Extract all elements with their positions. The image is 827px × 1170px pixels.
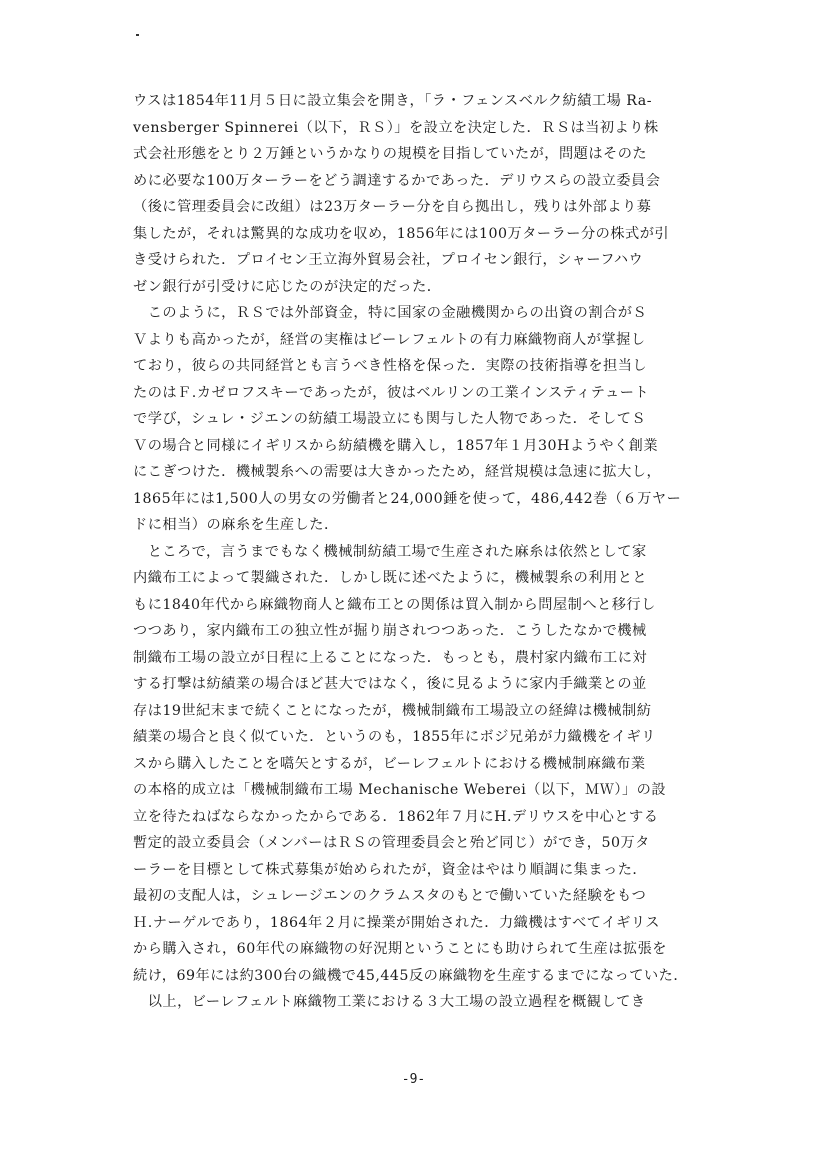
text-line: ウスは1854年11月５日に設立集会を開き，「ラ・フェンスベルク紡績工場 Ra- <box>133 93 653 109</box>
text-line: にこぎつけた．機械製糸への需要は大きかったため，経営規模は急速に拡大し， <box>133 464 662 480</box>
text-line: ており，彼らの共同経営とも言うべき性格を保った．実際の技術指導を担当し <box>133 358 648 374</box>
text-line: Ｖよりも高かったが，経営の実権はビーレフェルトの有力麻織物商人が掌握し <box>133 331 646 348</box>
text-line: 制織布工場の設立が日程に上ることになった．もっとも，農村家内織布工に対 <box>133 649 648 666</box>
text-line: 内織布工によって製織された．しかし既に述べたように，機械製糸の利用とと <box>133 570 648 586</box>
text-line: 1865年には1,500人の男女の労働者と24,000錘を使って，486,442巻（６万ヤー <box>133 490 682 507</box>
text-line: めに必要な100万ターラーをどう調達するかであった．デリウスらの設立委員会 <box>133 172 661 189</box>
text-line: ゼン銀行が引受けに応じたのが決定的だった． <box>133 278 442 295</box>
page-number: -9- <box>401 1072 426 1087</box>
body-text <box>133 88 718 1016</box>
text-line: たのはＦ.カゼロフスキーであったが，彼はベルリンの工業インスティテュート <box>133 384 650 401</box>
text-line: ドに相当）の麻糸を生産した． <box>133 517 339 533</box>
text-line: する打撃は紡績業の場合ほど甚大ではなく，後に見るように家内手織業との並 <box>133 676 647 692</box>
scan-speck <box>136 34 139 36</box>
text-line: 立を待たねばならなかったからである．1862年７月にH.デリウスを中心とする <box>133 808 659 825</box>
text-line: き受けられた．プロイセン王立海外貿易会社，プロイセン銀行，シャーフハウ <box>133 252 644 268</box>
text-line: から購入され，60年代の麻織物の好況期ということにも助けられて生産は拡張を <box>133 941 667 957</box>
text-line: Ｖの場合と同様にイギリスから紡績機を購入し，1857年１月30Hようやく創業 <box>133 437 659 454</box>
text-line: の本格的成立は「機械制織布工場 Mechanische Weberei（以下，ＭＷ）」の設 <box>133 782 667 798</box>
text-line: ーラーを目標として株式募集が始められたが，資金はやはり順調に集まった． <box>133 861 648 878</box>
text-line: 式会社形態をとり２万錘というかなりの規模を目指していたが，問題はそのた <box>133 146 648 162</box>
text-line: で学び，シュレ・ジエンの紡績工場設立にも関与した人物であった．そしてＳ <box>133 411 647 427</box>
text-line: vensberger Spinnerei（以下，ＲＳ）」を設立を決定した．ＲＳは当初より株 <box>133 119 659 136</box>
text-line: もに1840年代から麻織物商人と織布工との関係は買入制から問屋制へと移行し <box>133 596 656 613</box>
text-line: 続け，69年には約300台の織機で45,445反の麻織物を生産するまでになっていた． <box>133 967 689 984</box>
text-line: 績業の場合と良く似ていた．というのも，1855年にボジ兄弟が力織機をイギリ <box>133 729 656 745</box>
text-line: 暫定的設立委員会（メンバーはＲＳの管理委員会と殆ど同じ）ができ，50万タ <box>133 835 650 851</box>
text-line: ところで，言うまでもなく機械制紡績工場で生産された麻糸は依然として家 <box>133 543 647 560</box>
text-line: 以上，ビーレフェルト麻織物工業における３大工場の設立過程を概観してき <box>133 994 646 1010</box>
text-line: 存は19世紀末まで続くことになったが，機械制織布工場設立の経緯は機械制紡 <box>133 702 652 719</box>
text-line: このように，ＲＳでは外部資金，特に国家の金融機関からの出資の割合がＳ <box>133 305 648 321</box>
text-line: つつあり，家内織布工の独立性が掘り崩されつつあった．こうしたなかで機械 <box>133 623 647 639</box>
text-line: （後に管理委員会に改組）は23万ターラー分を自ら拠出し，残りは外部より募 <box>133 199 652 215</box>
text-line: 集したが，それは驚異的な成功を収め，1856年には100万ターラー分の株式が引 <box>133 225 670 242</box>
text-line: スから購入したことを嚆矢とするが，ビーレフェルトにおける機械制麻織布業 <box>133 755 646 772</box>
text-line: Ｈ.ナーゲルであり，1864年２月に操業が開始された．力織機はすべてイギリス <box>133 914 660 931</box>
text-line: 最初の支配人は，シュレージエンのクラムスタのもとで働いていた経験をもつ <box>133 888 647 904</box>
